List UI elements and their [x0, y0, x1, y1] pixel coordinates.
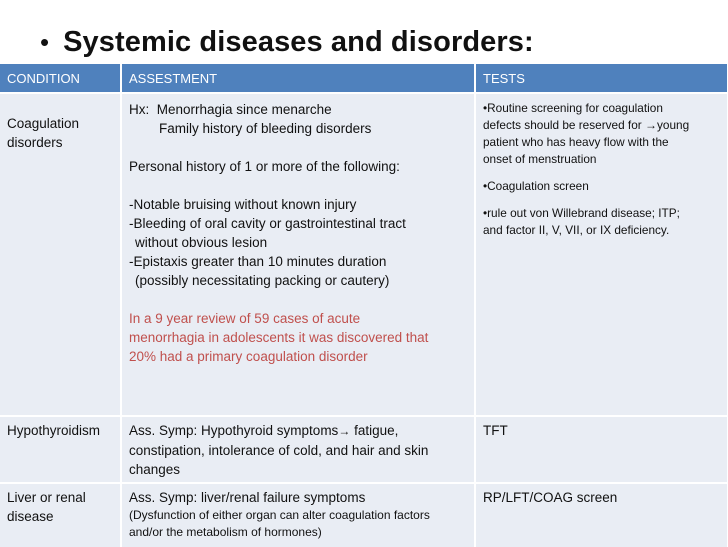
header-assessment: ASSESTMENT: [121, 64, 475, 93]
assessment-line: Ass. Symp: Hypothyroid symptoms→ fatigue,: [129, 423, 399, 438]
tests-cell: TFT: [475, 416, 728, 483]
slide-title-row: [40, 22, 534, 62]
tests-cell: [475, 93, 728, 416]
tests-cell: RP/LFT/COAG screen: [475, 483, 728, 547]
tests-line: onset of menstruation: [483, 152, 597, 166]
assessment-line: (possibly necessitating packing or cautery): [135, 273, 390, 288]
assessment-line: Personal history of 1 or more of the following:: [129, 159, 400, 174]
assessment-line: Family history of bleeding disorders: [159, 121, 372, 136]
assessment-cell: [121, 483, 475, 547]
tests-line: •Coagulation screen: [483, 179, 589, 193]
statistic-note: 20% had a primary coagulation disorder: [129, 349, 368, 364]
assessment-cell: [121, 416, 475, 483]
table-row: [0, 483, 728, 547]
assessment-cell: [121, 93, 475, 416]
slide-title: Systemic diseases and disorders:: [63, 25, 534, 58]
condition-cell: Liver or renal disease: [0, 483, 121, 547]
assessment-line: (Dysfunction of either organ can alter coagulation factors: [129, 508, 430, 522]
tests-line: and factor II, V, VII, or IX deficiency.: [483, 223, 670, 237]
assessment-line: constipation, intolerance of cold, and hair and skin: [129, 443, 429, 458]
table-row: [0, 93, 728, 416]
statistic-note: menorrhagia in adolescents it was discovered that: [129, 330, 429, 345]
condition-cell: Hypothyroidism: [0, 416, 121, 483]
assessment-line: and/or the metabolism of hormones): [129, 525, 322, 539]
assessment-line: -Epistaxis greater than 10 minutes duration: [129, 254, 387, 269]
assessment-line: -Notable bruising without known injury: [129, 197, 357, 212]
title-bullet: •: [40, 27, 50, 57]
conditions-table: [0, 64, 728, 547]
assessment-line: without obvious lesion: [135, 235, 268, 250]
condition-cell: Coagulation disorders: [0, 93, 121, 416]
assessment-line: -Bleeding of oral cavity or gastrointestinal tract: [129, 216, 406, 231]
assessment-line: changes: [129, 462, 181, 477]
arrow-right-icon: →: [338, 424, 351, 438]
header-condition: CONDITION: [0, 64, 121, 93]
arrow-right-icon: →: [644, 118, 657, 132]
assessment-line: Ass. Symp: liver/renal failure symptoms: [129, 490, 366, 505]
tests-line: defects should be reserved for →young: [483, 118, 690, 132]
statistic-note: In a 9 year review of 59 cases of acute: [129, 311, 361, 326]
tests-line: patient who has heavy flow with the: [483, 135, 669, 149]
assessment-line: Hx: Menorrhagia since menarche: [129, 102, 332, 117]
table-header-row: [0, 64, 728, 93]
table-row: [0, 416, 728, 483]
tests-line: •rule out von Willebrand disease; ITP;: [483, 206, 680, 220]
tests-line: •Routine screening for coagulation: [483, 101, 663, 115]
header-tests: TESTS: [475, 64, 728, 93]
